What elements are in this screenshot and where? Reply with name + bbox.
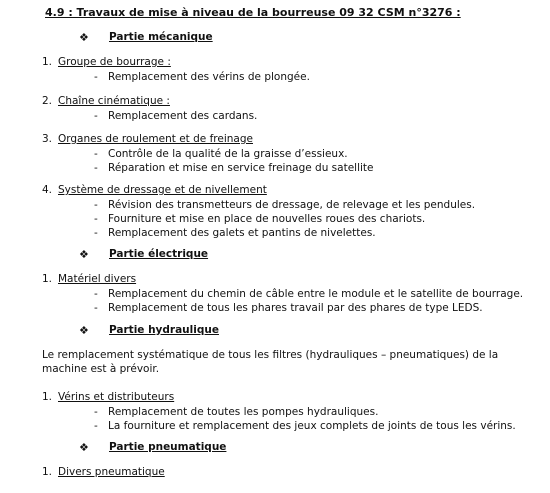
sub-item-text: La fourniture et remplacement des jeux complets de joints de tous les vérins. xyxy=(108,420,516,432)
diamond-bullet-icon: ❖ xyxy=(79,441,89,454)
dash-bullet: - xyxy=(94,162,98,174)
item-number: 1. xyxy=(42,391,53,403)
section-heading-mecanique: Partie mécanique xyxy=(109,31,213,43)
sub-item-text: Remplacement des vérins de plongée. xyxy=(108,71,310,83)
item-number: 1. xyxy=(42,56,53,68)
item-label-organes-roulement: Organes de roulement et de freinage xyxy=(58,133,253,145)
dash-bullet: - xyxy=(94,288,98,300)
sub-item-text: Remplacement des cardans. xyxy=(108,110,258,122)
item-label-groupe-bourrage: Groupe de bourrage : xyxy=(58,56,171,68)
dash-bullet: - xyxy=(94,199,98,211)
sub-item-text: Remplacement des galets et pantins de nivelettes. xyxy=(108,227,376,239)
dash-bullet: - xyxy=(94,420,98,432)
diamond-bullet-icon: ❖ xyxy=(79,324,89,337)
sub-item-text: Révision des transmetteurs de dressage, de relevage et les pendules. xyxy=(108,199,476,211)
sub-item-text: Contrôle de la qualité de la graisse d’essieux. xyxy=(108,148,348,160)
item-label-systeme-dressage: Système de dressage et de nivellement xyxy=(58,184,267,196)
item-label-divers-pneumatique: Divers pneumatique xyxy=(58,466,165,478)
section-heading-pneumatique: Partie pneumatique xyxy=(109,441,227,453)
sub-item-text: Remplacement du chemin de câble entre le module et le satellite de bourrage. xyxy=(108,288,524,300)
sub-item-text: Remplacement de toutes les pompes hydrauliques. xyxy=(108,406,379,418)
diamond-bullet-icon: ❖ xyxy=(79,31,89,44)
item-number: 1. xyxy=(42,466,53,478)
dash-bullet: - xyxy=(94,110,98,122)
item-number: 3. xyxy=(42,133,53,145)
sub-item-text: Remplacement de tous les phares travail par des phares de type LEDS. xyxy=(108,302,483,314)
hydraulique-paragraph: Le remplacement systématique de tous les filtres (hydrauliques – pneumatiques) de la machine est à prévoir. xyxy=(42,349,499,375)
section-heading-electrique: Partie électrique xyxy=(109,248,209,260)
sub-item-text: Fourniture et mise en place de nouvelles roues des chariots. xyxy=(108,213,426,225)
item-number: 2. xyxy=(42,95,53,107)
document-title: 4.9 : Travaux de mise à niveau de la bourreuse 09 32 CSM n°3276 : xyxy=(45,6,461,19)
item-number: 4. xyxy=(42,184,53,196)
item-label-verins-distributeurs: Vérins et distributeurs xyxy=(58,391,175,403)
section-heading-hydraulique: Partie hydraulique xyxy=(109,324,219,336)
dash-bullet: - xyxy=(94,406,98,418)
dash-bullet: - xyxy=(94,213,98,225)
item-label-chaine-cinematique: Chaîne cinématique : xyxy=(58,95,170,107)
diamond-bullet-icon: ❖ xyxy=(79,248,89,261)
item-label-materiel-divers: Matériel divers xyxy=(58,273,137,285)
item-number: 1. xyxy=(42,273,53,285)
sub-item-text: Réparation et mise en service freinage du satellite xyxy=(108,162,374,174)
dash-bullet: - xyxy=(94,227,98,239)
dash-bullet: - xyxy=(94,148,98,160)
dash-bullet: - xyxy=(94,71,98,83)
dash-bullet: - xyxy=(94,302,98,314)
